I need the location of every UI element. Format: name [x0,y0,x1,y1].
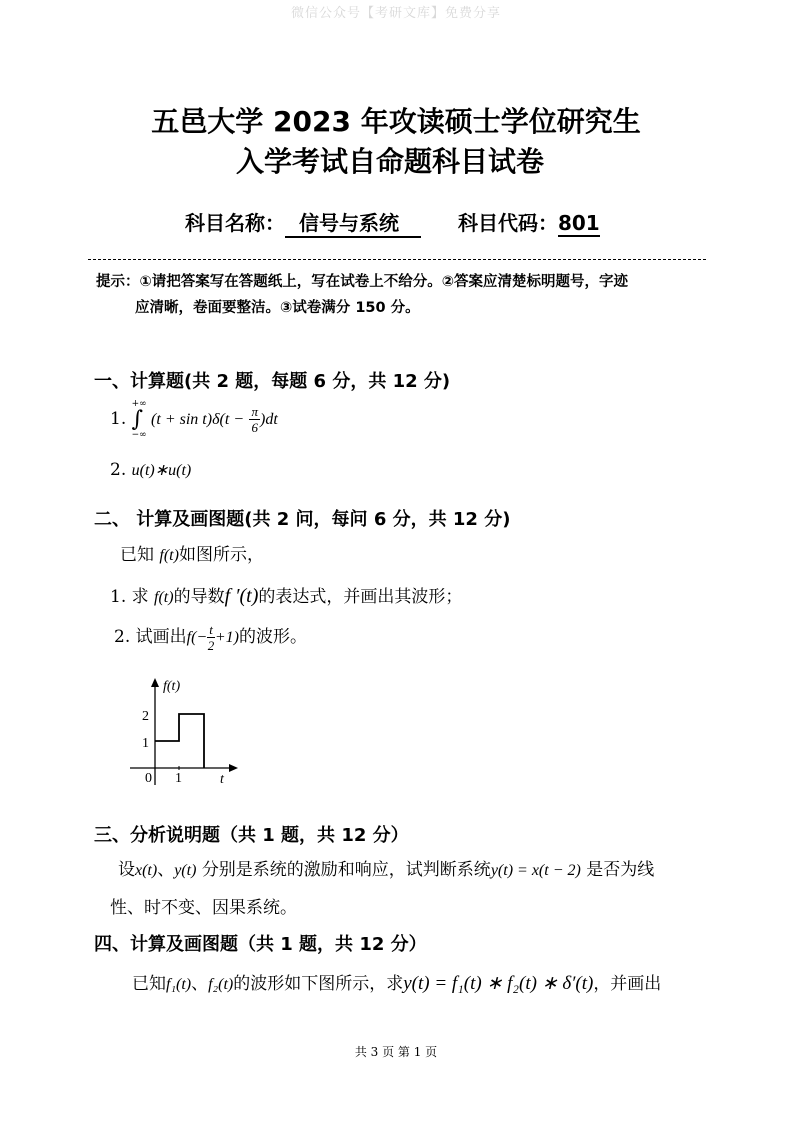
integral-sign: ∫ [131,407,144,432]
m: f(− [186,629,208,646]
m: f(t) [159,547,179,564]
t: 的表达式，并画出其波形； [258,587,463,607]
section4-para1 [132,969,661,995]
xtick-1: 1 [175,771,182,786]
ylabel: f(t) [163,679,181,694]
subject-code: 801 [557,211,600,235]
integral-lower: −∞ [131,430,147,440]
t: 的波形。 [238,627,307,647]
ytick-1: 1 [142,736,149,751]
m: f ′(t) [224,585,259,607]
section3-para2: 性、时不变、因果系统。 [110,898,297,918]
section3-title: 三、分析说明题（共 1 题，共 12 分） [94,825,409,846]
t: 如图所示， [178,545,264,565]
question2-2 [114,622,307,653]
hint-line2: 应清晰，卷面要整洁。③试卷满分 150 分。 [135,300,420,316]
t: 分别是系统的激励和响应，试判断系统 [201,860,491,880]
fraction [207,622,215,653]
q-num: 1. [110,409,127,429]
t: 已知 [120,545,154,565]
denominator: 2 [207,638,215,653]
m: y(t) = f₁(t) ∗ f₂(t) ∗ δ′(t) [403,973,594,994]
section1-title: 一、计算题(共 2 题，每题 6 分，共 12 分) [94,371,451,392]
waveform-figure [120,670,240,790]
m: f(t) [154,589,174,606]
m: y(t) = x(t − 2) [490,862,581,879]
m: +1) [214,629,239,646]
t: 的波形如下图所示，求 [233,974,404,994]
fraction [249,404,260,435]
integral-upper: +∞ [131,399,147,409]
numerator: π [251,404,258,419]
subject-name-label: 科目名称： [185,211,285,235]
t: ，并画出 [593,974,662,994]
t: 、 [157,860,175,880]
expr: )dt [260,411,278,428]
m: f₂(t) [208,976,234,993]
t: 已知 [132,974,166,994]
title-line2: 入学考试自命题科目试卷 [235,145,544,178]
t: 是否为线 [586,860,655,880]
section3-para1 [118,855,654,880]
expr: (t + sin t)δ(t − [151,411,245,428]
integral [131,399,147,440]
question1-1 [110,399,278,440]
section2-intro [120,540,264,565]
t: 的导数 [173,587,225,607]
t: 设 [118,860,135,880]
t: 、 [191,974,209,994]
section4-title: 四、计算及画图题（共 1 题，共 12 分） [94,934,427,955]
x-arrow-icon [229,764,238,772]
question1-2 [110,460,191,480]
subject-row [185,207,600,238]
ytick-2: 2 [142,709,149,724]
t: 1. 求 [110,587,149,607]
expr: u(t)∗u(t) [131,462,192,479]
hint-line1: 提示：①请把答案写在答题纸上，写在试卷上不给分。②答案应清楚标明题号，字迹 [96,274,629,290]
watermark: 微信公众号【考研文库】免费分享 [290,6,501,21]
section2-title: 二、 计算及画图题(共 2 问，每问 6 分，共 12 分) [94,509,511,530]
denominator: 6 [251,420,258,435]
numerator: t [209,622,213,637]
title-line1: 五邑大学 2023 年攻读硕士学位研究生 [151,105,641,138]
waveform-line [155,714,204,768]
xlabel: t [220,772,224,787]
m: y(t) [174,862,197,879]
q-num: 2. [110,460,127,480]
subject-code-label: 科目代码： [457,211,558,235]
m: f₁(t) [166,976,192,993]
y-arrow-icon [151,678,159,687]
divider [88,259,706,260]
subject-name: 信号与系统 [285,207,421,238]
question2-1 [110,582,462,608]
xtick-0: 0 [145,771,152,786]
m: x(t) [135,862,158,879]
t: 2. 试画出 [114,627,187,647]
page-footer: 共 3 页 第 1 页 [354,1045,438,1059]
